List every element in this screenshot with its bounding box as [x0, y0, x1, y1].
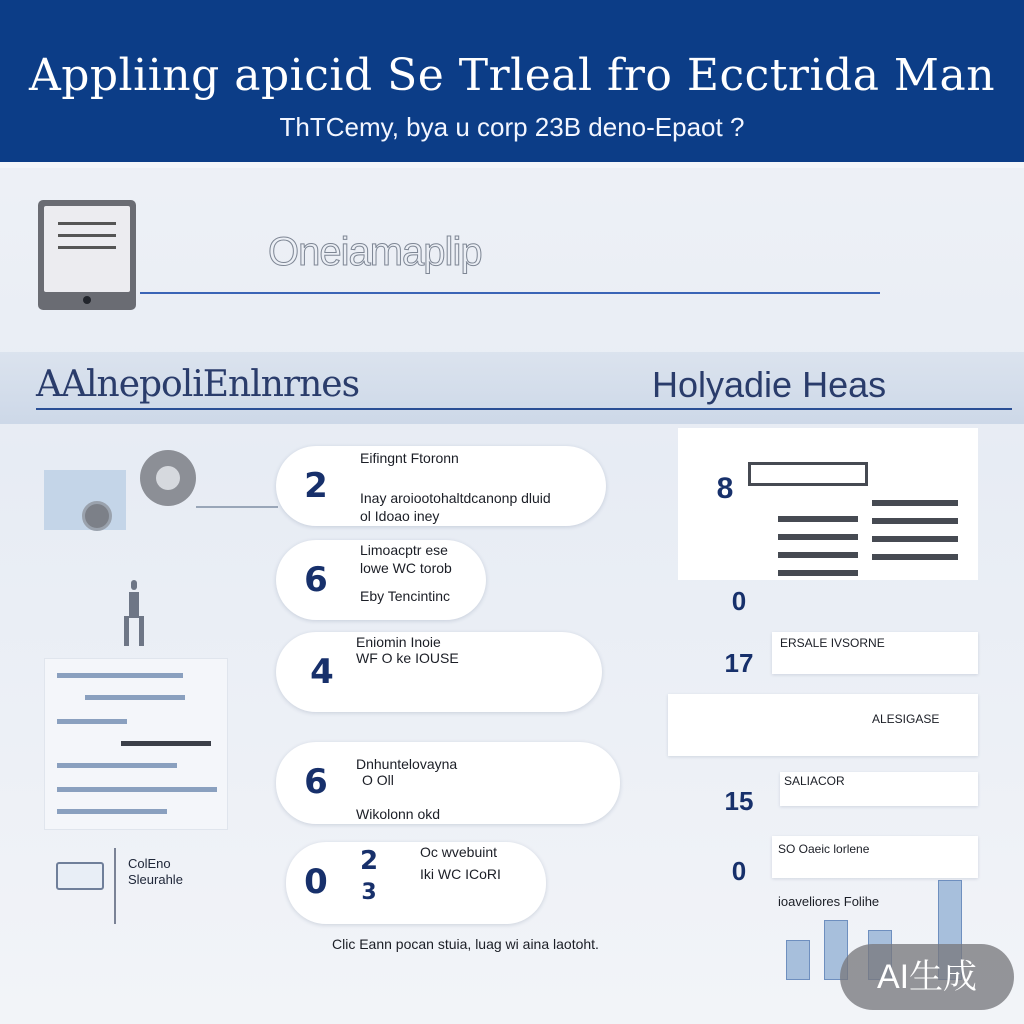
- step-title: Dnhuntelovayna: [356, 756, 458, 772]
- right-card-text: SALIACOR: [784, 774, 845, 788]
- right-card-1: [772, 632, 978, 674]
- right-card-4: [772, 836, 978, 878]
- tablet-screen: [44, 206, 130, 292]
- step-card-5: [286, 842, 546, 924]
- tablet-icon: [38, 200, 136, 310]
- tablet-home-button: [83, 296, 91, 304]
- left-section-heading: AAlnepoliEnlnrnes: [36, 364, 360, 405]
- footer-caption: Clic Eann pocan stuia, luag wi aina laotoht.: [332, 936, 599, 952]
- ai-generated-badge: AI生成: [840, 944, 1014, 1010]
- person-figure-icon: [122, 580, 146, 646]
- right-card-2: [668, 694, 978, 756]
- step-number: 4: [310, 652, 334, 692]
- right-card-text: ERSALE IVSORNE: [780, 636, 885, 650]
- camera-lens-icon: [82, 501, 112, 531]
- step-number: 2: [304, 466, 328, 506]
- scanner-icon: [56, 862, 104, 890]
- step-number: 6: [304, 560, 328, 600]
- right-card-text: SO Oaeic lorlene: [778, 842, 870, 856]
- tool-divider: [114, 848, 116, 924]
- step-desc: lowe WC torob: [360, 560, 452, 576]
- camera-icon: [140, 450, 196, 506]
- step-title: Eifingnt Ftoronn: [360, 450, 459, 466]
- step-desc: O Oll: [362, 772, 394, 788]
- section-rule: [36, 408, 1012, 410]
- step-desc-2: Eby Tencintinc: [360, 588, 451, 604]
- hero-timeline: [140, 292, 880, 294]
- step-desc: Iki WC ICoRI: [420, 866, 501, 882]
- right-number-5: 0: [731, 856, 747, 886]
- side-number-top: 2: [359, 846, 379, 876]
- right-number-4: 15: [724, 786, 754, 816]
- page-title: Appliing apicid Se Trleal fro Ecctrida Man: [28, 50, 996, 101]
- step-card-2: [276, 540, 486, 620]
- right-card-text: ALESIGASE: [872, 712, 940, 726]
- step-desc: Inay aroiootohaltdcanonp dluid: [360, 490, 551, 506]
- step-card-3: [276, 632, 602, 712]
- step-card-1: [276, 446, 606, 526]
- step-title: Eniomin Inoie: [356, 634, 441, 650]
- right-number-3: 17: [724, 648, 754, 678]
- tool-caption: ColEno Sleurahle: [128, 856, 183, 887]
- step-desc: WF O ke IOUSE: [356, 650, 459, 666]
- right-number-1: 8: [716, 472, 734, 505]
- right-number-2: 0: [731, 586, 747, 616]
- step-number: 6: [304, 762, 328, 802]
- header-banner: [0, 0, 1024, 168]
- step-title: Oc wvebuint: [420, 844, 498, 860]
- page-subtitle: ThTCemy, bya u corp 23B deno-Epaot ?: [279, 112, 745, 142]
- step-number: 0: [304, 862, 328, 902]
- step-desc-2: ol Idoao iney: [360, 508, 440, 524]
- step-card-4: [276, 742, 620, 824]
- document-illustration: [44, 658, 228, 830]
- right-card-3: [780, 772, 978, 806]
- step-title: Limoacptr ese: [360, 542, 448, 558]
- right-caption: ioaveliores Folihe: [778, 894, 880, 909]
- side-number-bottom: 3: [361, 880, 377, 905]
- connector-line: [196, 506, 278, 508]
- hero-outline-word: Oneiamaplip: [268, 230, 482, 274]
- right-section-heading: Holyadie Heas: [652, 364, 887, 405]
- step-desc-2: Wikolonn okd: [356, 806, 441, 822]
